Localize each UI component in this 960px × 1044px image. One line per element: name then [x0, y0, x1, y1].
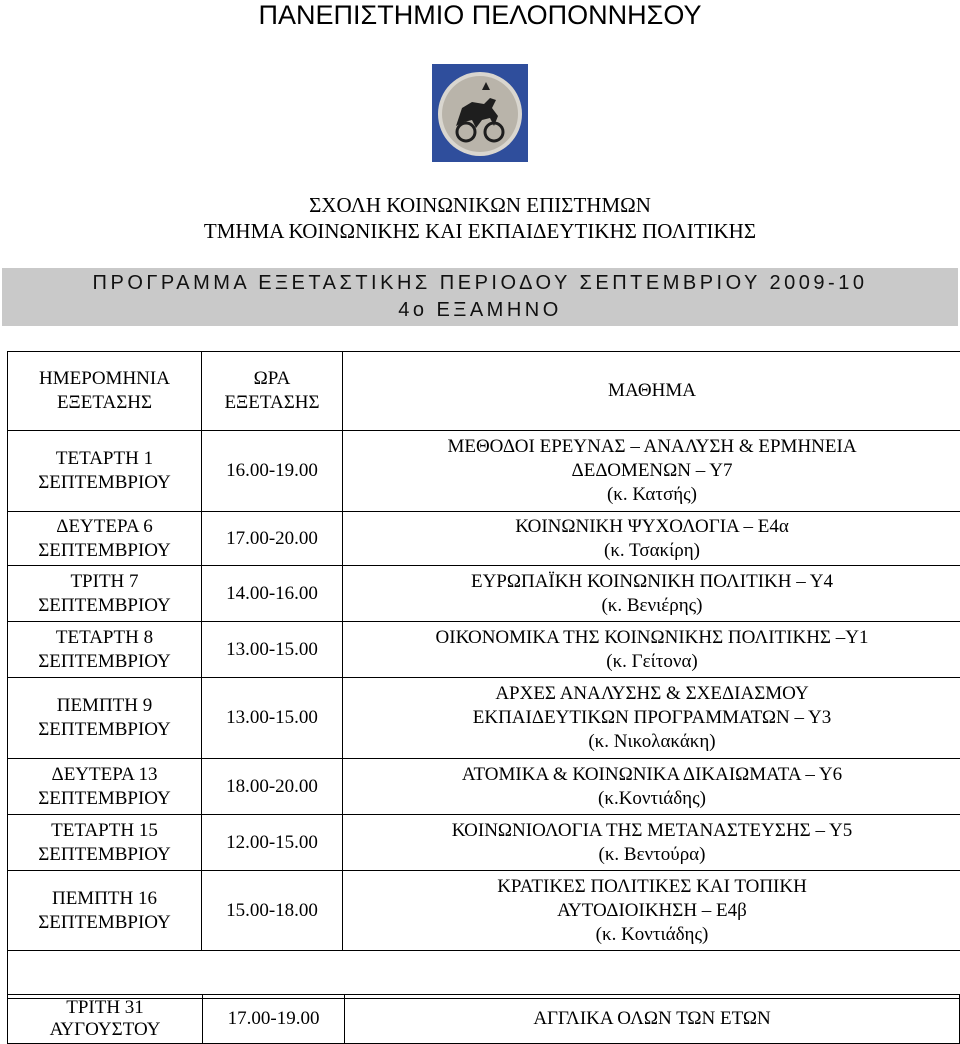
table-rows-7-course-1: ΚΡΑΤΙΚΕΣ ΠΟΛΙΤΙΚΕΣ ΚΑΙ ΤΟΠΙΚΗ	[497, 875, 807, 897]
table-rows-6-day: ΤΕΤΑΡΤΗ 15	[51, 819, 158, 841]
table-rows-4-course-1: ΑΡΧΕΣ ΑΝΑΛΥΣΗΣ & ΣΧΕΔΙΑΣΜΟΥ	[495, 683, 809, 704]
table-row	[8, 759, 960, 815]
header-course	[343, 352, 960, 431]
table-row	[8, 622, 960, 678]
table-rows-0-course-2: ΔΕΔΟΜΕΝΩΝ – Υ7	[571, 460, 733, 481]
table-rows-2-day: ΤΡΙΤΗ 7	[70, 570, 139, 592]
table-rows-6-course-1: ΚΟΙΝΩΝΙΟΛΟΓΙΑ ΤΗΣ ΜΕΤΑΝΑΣΤΕΥΣΗΣ – Υ5	[451, 819, 853, 841]
table-rows-2-month: ΣΕΠΤΕΜΒΡΙΟΥ	[38, 594, 171, 616]
row-time	[202, 622, 343, 678]
table-rows-7-course-2: ΑΥΤΟΔΙΟΙΚΗΣΗ – Ε4β	[557, 899, 747, 921]
row-date	[8, 815, 202, 871]
row-date	[8, 622, 202, 678]
table-header-row	[8, 352, 960, 431]
table-rows-6-month: ΣΕΠΤΕΜΒΡΙΟΥ	[38, 843, 171, 865]
row-time	[203, 995, 345, 1044]
header-date-line2: ΕΞΕΤΑΣΗΣ	[56, 392, 153, 413]
row-time	[202, 871, 343, 951]
table-row	[8, 566, 960, 622]
row-date	[8, 431, 202, 512]
row-date	[8, 871, 202, 951]
table-rows-0-time: 16.00-19.00	[226, 460, 318, 481]
row-time	[202, 759, 343, 815]
table-rows-1-day: ΔΕΥΤΕΡΑ 6	[56, 515, 153, 537]
row-date	[8, 759, 202, 815]
row-course	[343, 512, 960, 566]
table-rows-0-day: ΤΕΤΑΡΤΗ 1	[55, 448, 154, 469]
program-title: ΠΡΟΓΡΑΜΜΑ ΕΞΕΤΑΣΤΙΚΗΣ ΠΕΡΙΟΔΟΥ ΣΕΠΤΕΜΒΡΙΟΥ 2009-10	[92, 272, 868, 294]
table-rows-3-instructor: (κ. Γείτονα)	[606, 650, 698, 672]
row-course	[345, 995, 960, 1044]
coin-chariot-icon	[432, 64, 528, 162]
table-rows-6-instructor: (κ. Βεντούρα)	[598, 843, 706, 865]
table-row	[8, 678, 960, 759]
row-date	[8, 566, 202, 622]
header-course-label: ΜΑΘΗΜΑ	[608, 380, 696, 401]
table-rows-2-time: 14.00-16.00	[226, 582, 318, 604]
table-row	[8, 815, 960, 871]
row-course	[343, 678, 960, 759]
table-rows-4-instructor: (κ. Νικολακάκη)	[588, 731, 716, 752]
header-time-line2: ΕΞΕΤΑΣΗΣ	[224, 392, 320, 413]
row-course	[343, 871, 960, 951]
table-rows-7-time: 15.00-18.00	[226, 899, 318, 921]
row-course	[343, 566, 960, 622]
table-rows-3-month: ΣΕΠΤΕΜΒΡΙΟΥ	[38, 650, 171, 672]
row-course	[343, 815, 960, 871]
table-rows-0-month: ΣΕΠΤΕΜΒΡΙΟΥ	[38, 472, 171, 493]
table-rows-0-course-1: ΜΕΘΟΔΟΙ ΕΡΕΥΝΑΣ – ΑΝΑΛΥΣΗ & ΕΡΜΗΝΕΙΑ	[447, 436, 857, 457]
table-rows-6-time: 12.00-15.00	[226, 831, 318, 853]
table-rows-1-time: 17.00-20.00	[226, 527, 318, 549]
empty-cell	[8, 951, 960, 999]
exam-schedule-table	[7, 351, 960, 999]
table-last-row-course: ΑΓΓΛΙΚΑ ΟΛΩΝ ΤΩΝ ΕΤΩΝ	[533, 1008, 771, 1029]
department-name: ΤΜΗΜΑ ΚΟΙΝΩΝΙΚΗΣ ΚΑΙ ΕΚΠΑΙΔΕΥΤΙΚΗΣ ΠΟΛΙΤΙΚΗΣ	[203, 219, 757, 243]
table-row	[8, 995, 960, 1044]
table-rows-7-instructor: (κ. Κοντιάδης)	[595, 923, 709, 945]
table-rows-1-month: ΣΕΠΤΕΜΒΡΙΟΥ	[38, 539, 171, 561]
table-rows-3-time: 13.00-15.00	[226, 638, 318, 660]
table-rows-1-course-1: ΚΟΙΝΩΝΙΚΗ ΨΥΧΟΛΟΓΙΑ – Ε4α	[515, 515, 789, 537]
empty-spacer-row	[8, 951, 960, 999]
table-rows-5-course-1: ΑΤΟΜΙΚΑ & ΚΟΙΝΩΝΙΚΑ ΔΙΚΑΙΩΜΑΤΑ – Υ6	[461, 763, 843, 785]
row-time	[202, 431, 343, 512]
row-time	[202, 815, 343, 871]
table-rows-7-month: ΣΕΠΤΕΜΒΡΙΟΥ	[38, 911, 171, 933]
table-row	[8, 431, 960, 512]
row-course	[343, 759, 960, 815]
table-rows-1-instructor: (κ. Τσακίρη)	[604, 539, 700, 561]
table-rows-3-day: ΤΕΤΑΡΤΗ 8	[55, 626, 154, 648]
row-time	[202, 678, 343, 759]
header-time-line1: ΩΡΑ	[253, 368, 291, 389]
table-rows-3-course-1: ΟΙΚΟΝΟΜΙΚΑ ΤΗΣ ΚΟΙΝΩΝΙΚΗΣ ΠΟΛΙΤΙΚΗΣ –Υ1	[435, 626, 869, 648]
table-rows-5-day: ΔΕΥΤΕΡΑ 13	[51, 763, 158, 785]
row-date	[8, 678, 202, 759]
table-rows-2-course-1: ΕΥΡΩΠΑΪΚΗ ΚΟΙΝΩΝΙΚΗ ΠΟΛΙΤΙΚΗ – Υ4	[470, 570, 834, 592]
school-name: ΣΧΟΛΗ ΚΟΙΝΩΝΙΚΩΝ ΕΠΙΣΤΗΜΩΝ	[309, 193, 651, 217]
row-time	[202, 566, 343, 622]
header-time	[202, 352, 343, 431]
table-rows-4-time: 13.00-15.00	[226, 707, 318, 728]
row-date	[8, 995, 203, 1044]
table-rows-5-time: 18.00-20.00	[226, 775, 318, 797]
university-title: ΠΑΝΕΠΙΣΤΗΜΙΟ ΠΕΛΟΠΟΝΝΗΣΟΥ	[258, 0, 702, 30]
table-row	[8, 871, 960, 951]
table-rows-4-course-2: ΕΚΠΑΙΔΕΥΤΙΚΩΝ ΠΡΟΓΡΑΜΜΑΤΩΝ – Υ3	[472, 707, 832, 728]
table-rows-4-month: ΣΕΠΤΕΜΒΡΙΟΥ	[38, 719, 171, 740]
row-time	[202, 512, 343, 566]
table-rows-7-day: ΠΕΜΠΤΗ 16	[51, 887, 158, 909]
university-logo-chariot-icon	[432, 64, 528, 162]
row-course	[343, 431, 960, 512]
header-date-line1: ΗΜΕΡΟΜΗΝΙΑ	[39, 368, 170, 389]
table-row	[8, 512, 960, 566]
program-banner	[2, 268, 958, 326]
row-date	[8, 512, 202, 566]
semester-label: 4ο ΕΞΑΜΗΝΟ	[398, 299, 562, 321]
row-course	[343, 622, 960, 678]
extra-exam-row-table	[7, 994, 960, 1044]
table-last-row-day: ΤΡΙΤΗ 31	[66, 997, 144, 1018]
table-rows-5-instructor: (κ.Κοντιάδης)	[598, 787, 706, 809]
header-date	[8, 352, 202, 431]
table-last-row-month: ΑΥΓΟΥΣΤΟΥ	[49, 1019, 161, 1040]
table-rows-5-month: ΣΕΠΤΕΜΒΡΙΟΥ	[38, 787, 171, 809]
table-last-row-time: 17.00-19.00	[227, 1008, 320, 1029]
table-rows-4-day: ΠΕΜΠΤΗ 9	[56, 695, 153, 716]
table-rows-2-instructor: (κ. Βενιέρης)	[601, 594, 703, 616]
table-rows-0-instructor: (κ. Κατσής)	[606, 484, 698, 505]
